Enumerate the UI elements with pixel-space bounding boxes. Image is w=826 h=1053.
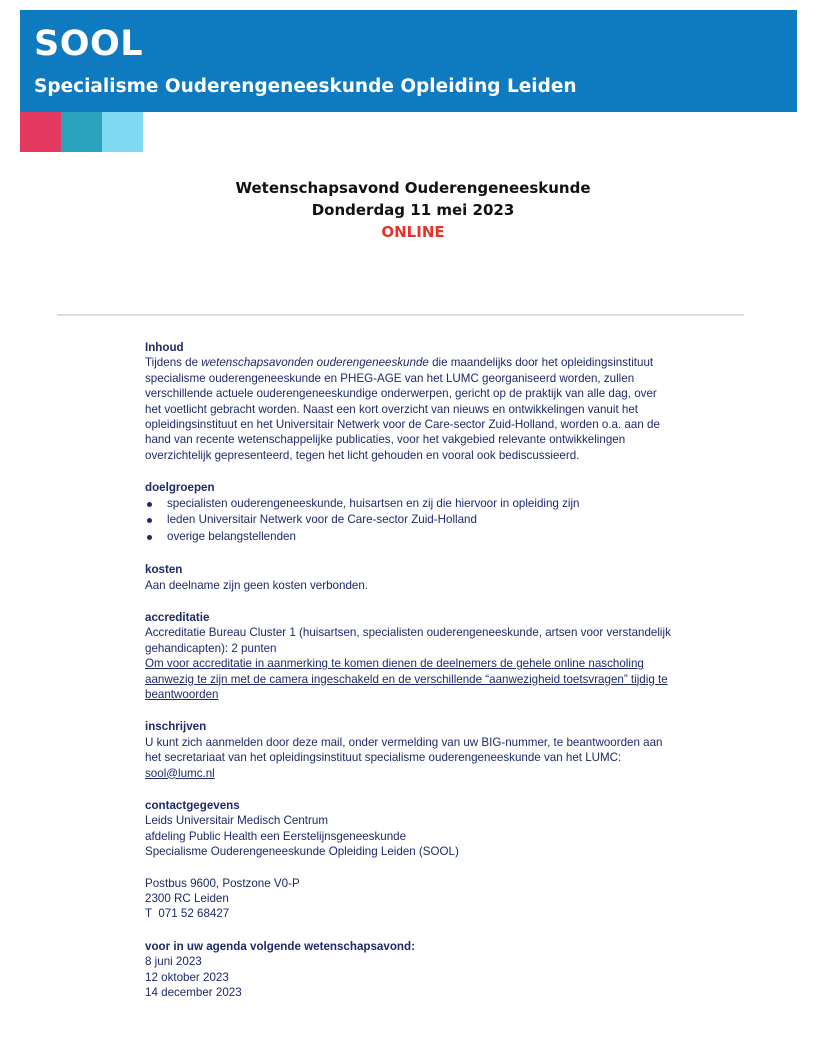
document-body bbox=[145, 340, 675, 1018]
inhoud-text-italic: wetenschapsavonden ouderengeneeskunde bbox=[201, 356, 429, 370]
banner-subtitle: Specialisme Ouderengeneeskunde Opleiding Leiden bbox=[34, 76, 577, 97]
event-title: Wetenschapsavond Ouderengeneeskunde bbox=[235, 179, 591, 197]
event-date: Donderdag 11 mei 2023 bbox=[311, 201, 515, 219]
divider bbox=[57, 314, 744, 316]
doelgroepen-heading: doelgroepen bbox=[145, 481, 215, 495]
section-inhoud bbox=[145, 340, 675, 463]
address-line: 2300 RC Leiden bbox=[145, 892, 229, 906]
accreditatie-text: Accreditatie Bureau Cluster 1 (huisartsen, specialisten ouderengeneeskunde, artsen voor verstandelijk gehandicapten): 2 punten bbox=[145, 626, 671, 655]
section-agenda bbox=[145, 939, 675, 1001]
banner-title: SOOL bbox=[34, 24, 144, 64]
agenda-date: 8 juni 2023 bbox=[145, 955, 202, 969]
inhoud-text-prefix: Tijdens de bbox=[145, 356, 202, 370]
spacer bbox=[145, 860, 675, 876]
kosten-heading: kosten bbox=[145, 563, 183, 577]
section-accreditatie bbox=[145, 610, 675, 702]
section-contact bbox=[145, 798, 675, 922]
light-blue-block bbox=[102, 112, 143, 152]
section-inschrijven bbox=[145, 719, 675, 781]
inhoud-text bbox=[145, 355, 675, 463]
teal-block bbox=[61, 112, 102, 152]
contact-line: Specialisme Ouderengeneeskunde Opleiding Leiden (SOOL) bbox=[145, 845, 459, 859]
contact-line: afdeling Public Health een Eerstelijnsgeneeskunde bbox=[145, 829, 407, 843]
section-doelgroepen bbox=[145, 480, 675, 545]
agenda-date: 14 december 2023 bbox=[145, 986, 242, 1000]
event-mode: ONLINE bbox=[381, 223, 445, 241]
doelgroepen-list bbox=[145, 496, 675, 546]
kosten-text: Aan deelname zijn geen kosten verbonden. bbox=[145, 578, 369, 592]
agenda-heading: voor in uw agenda volgende wetenschapsavond: bbox=[145, 939, 415, 953]
agenda-date: 12 oktober 2023 bbox=[145, 970, 229, 984]
list-item: leden Universitair Netwerk voor de Care-sector Zuid-Holland bbox=[145, 512, 675, 529]
inhoud-text-rest: die maandelijks door het opleidingsinstituut specialisme ouderengeneeskunde en PHEG-AGE van het LUMC georganiseerd worden, zullen verschillende actuele ouderengeneeskundige onderwerpen, gericht op de praktijk van alle dag, over het voetlicht gebracht worden. Naast een kort overzicht van nieuws en ontwikkelingen vanuit het opleidingsinstituut en het Universitair Netwerk voor de Care-sector Zuid-Holland, worden o.a. aan de hand van recente wetenschappelijke publicaties, voor het vakgebied relevante ontwikkelingen overzichtelijk gepresenteerd, tegen het licht gehouden en vooral ook bediscussieerd. bbox=[145, 356, 660, 462]
contact-heading: contactgegevens bbox=[145, 799, 240, 813]
inhoud-heading: Inhoud bbox=[145, 341, 184, 354]
list-item: overige belangstellenden bbox=[145, 529, 675, 546]
phone-number: T 071 52 68427 bbox=[145, 907, 230, 921]
list-item: specialisten ouderengeneeskunde, huisartsen en zij die hiervoor in opleiding zijn bbox=[145, 496, 675, 513]
email-link[interactable]: sool@lumc.nl bbox=[145, 766, 215, 780]
inschrijven-text: U kunt zich aanmelden door deze mail, onder vermelding van uw BIG-nummer, te beantwoorden aan het secretariaat van het opleidingsinstituut specialisme ouderengeneeskunde van het LUMC: bbox=[145, 735, 663, 765]
pink-block bbox=[20, 112, 61, 152]
section-kosten bbox=[145, 562, 675, 593]
accreditatie-note: Om voor accreditatie in aanmerking te komen dienen de deelnemers de gehele online nascholing aanwezig te zijn met de camera ingeschakeld en de verschillende “aanwezigheid toetsvragen” tijdig te beantwoorden bbox=[145, 657, 668, 701]
accreditatie-heading: accreditatie bbox=[145, 610, 210, 624]
inschrijven-heading: inschrijven bbox=[145, 720, 207, 734]
contact-line: Leids Universitair Medisch Centrum bbox=[145, 814, 328, 828]
address-line: Postbus 9600, Postzone V0-P bbox=[145, 876, 300, 890]
header-banner bbox=[20, 10, 797, 112]
